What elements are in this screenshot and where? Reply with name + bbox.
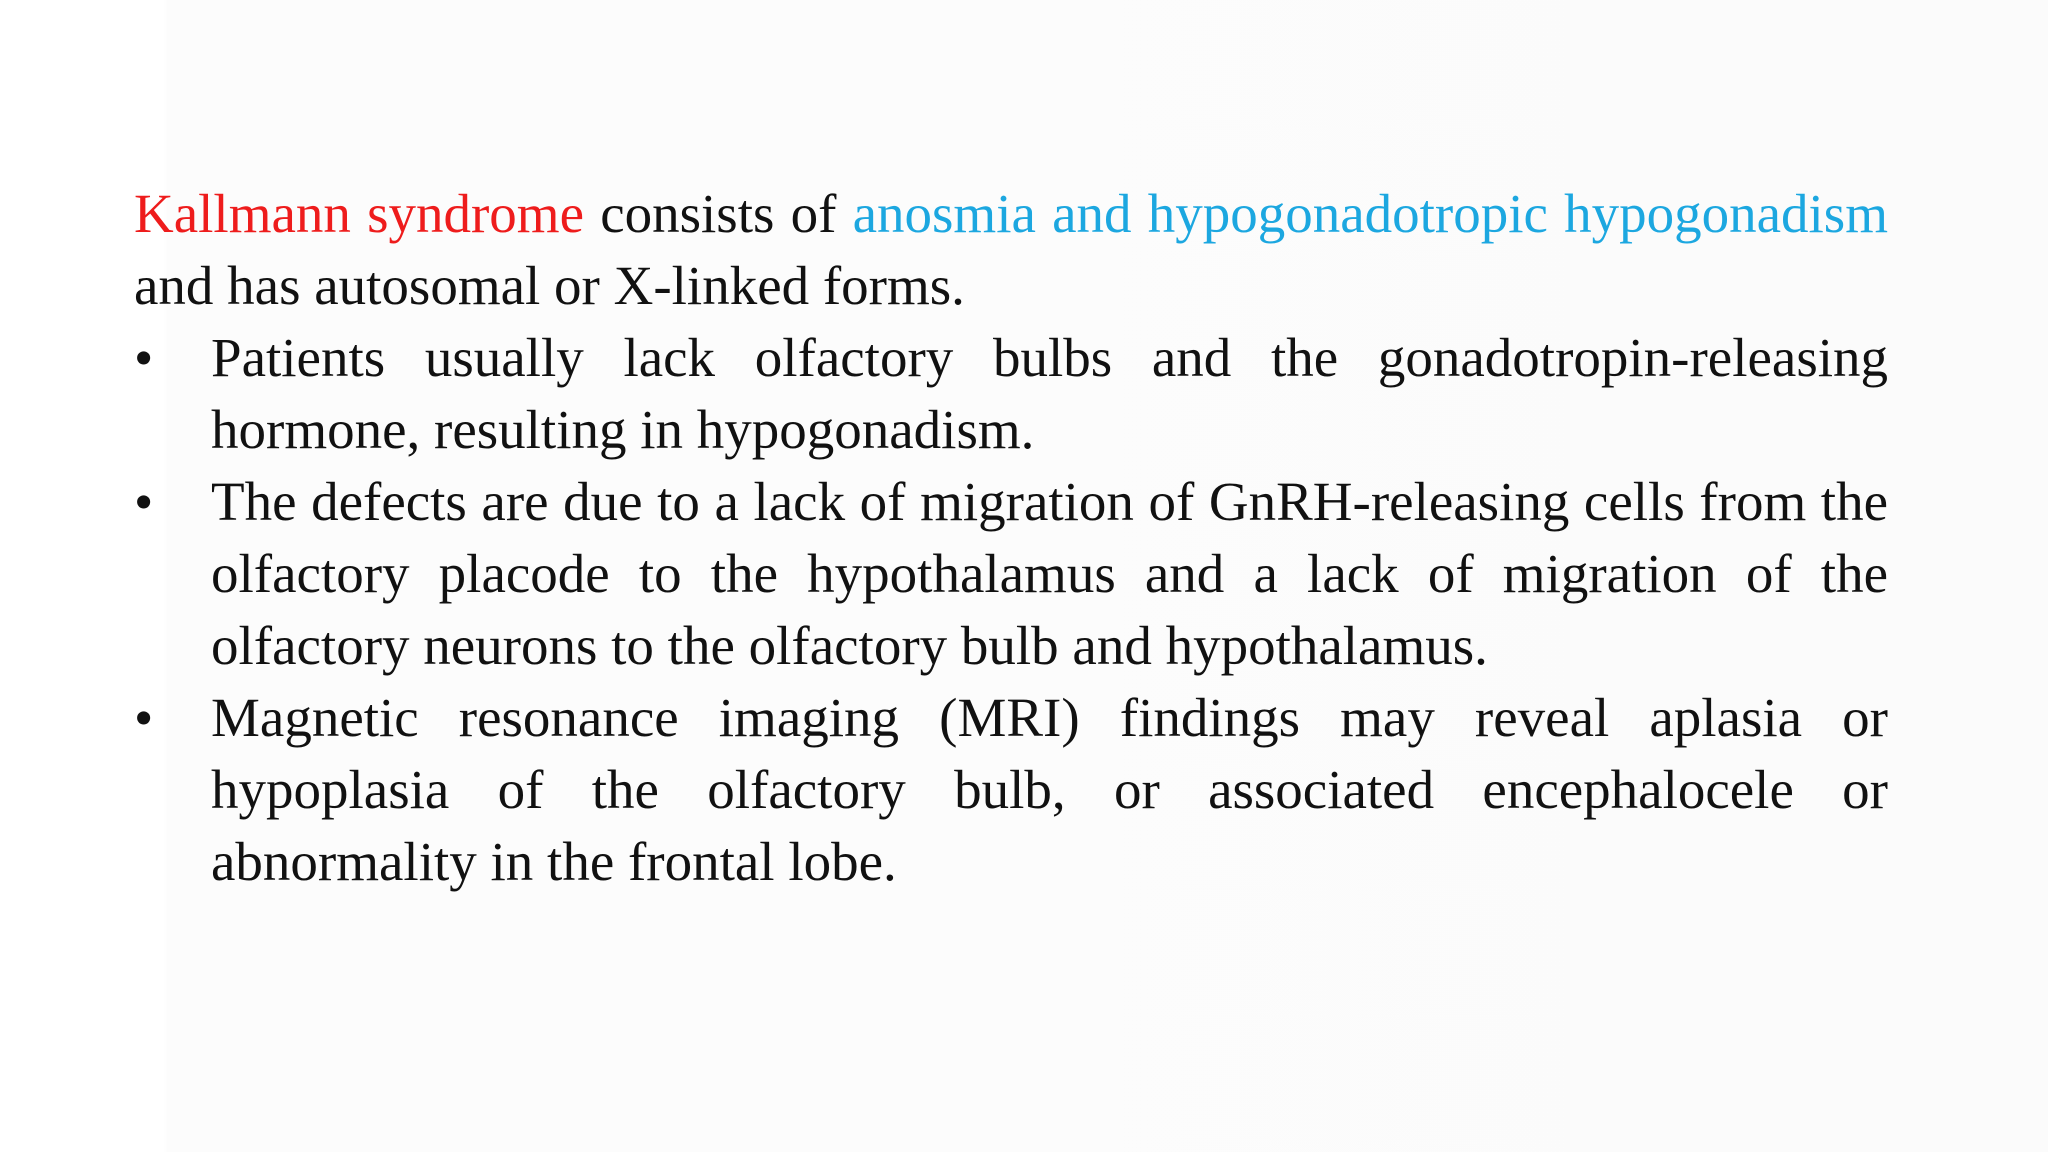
bullet-text: The defects are due to a lack of migration of GnRH-releasing cells from the olfactory placode to the hypothalamus and a lack of migration of the olfactory neurons to the olfactory bulb and hypothalamus. bbox=[211, 471, 1888, 676]
bullet-text: Magnetic resonance imaging (MRI) findings may reveal aplasia or hypoplasia of the olfactory bulb, or associated encephalocele or abnormality in the frontal lobe. bbox=[211, 687, 1888, 892]
intro-rest: and has autosomal or X-linked forms. bbox=[134, 255, 965, 316]
intro-paragraph bbox=[134, 178, 1888, 322]
bullet-item bbox=[134, 682, 1888, 898]
bullet-item bbox=[134, 466, 1888, 682]
bullet-text: Patients usually lack olfactory bulbs and the gonadotropin-releasing hormone, resulting in hypogonadism. bbox=[211, 327, 1888, 460]
bullet-list bbox=[134, 322, 1888, 898]
syndrome-term: Kallmann syndrome bbox=[134, 183, 584, 244]
intro-connector: consists of bbox=[600, 183, 837, 244]
syndrome-features: anosmia and hypogonadotropic hypogonadism bbox=[852, 183, 1888, 244]
bullet-icon: • bbox=[134, 471, 154, 532]
bullet-icon: • bbox=[134, 327, 154, 388]
bullet-item bbox=[134, 322, 1888, 466]
slide-content bbox=[134, 178, 1888, 898]
bullet-icon: • bbox=[134, 687, 154, 748]
